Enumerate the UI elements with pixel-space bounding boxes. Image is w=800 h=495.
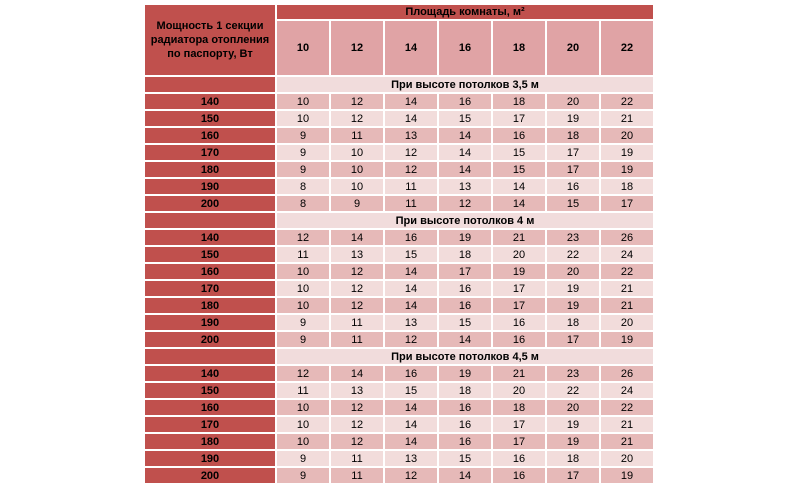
section-title: При высоте потолков 3,5 м <box>277 77 653 92</box>
sections-count-cell: 16 <box>385 366 437 381</box>
sections-count-cell: 18 <box>547 451 599 466</box>
sections-count-cell: 15 <box>439 111 491 126</box>
sections-count-cell: 14 <box>385 298 437 313</box>
sections-count-cell: 16 <box>439 434 491 449</box>
power-column-header <box>145 5 275 75</box>
sections-count-cell: 12 <box>385 162 437 177</box>
sections-count-cell: 14 <box>385 111 437 126</box>
sections-count-cell: 14 <box>385 400 437 415</box>
sections-count-cell: 12 <box>331 417 383 432</box>
sections-count-cell: 11 <box>277 383 329 398</box>
sections-count-cell: 19 <box>547 281 599 296</box>
sections-count-cell: 17 <box>493 298 545 313</box>
sections-count-cell: 10 <box>331 145 383 160</box>
sections-count-cell: 16 <box>493 128 545 143</box>
sections-count-cell: 10 <box>277 264 329 279</box>
sections-count-cell: 12 <box>439 196 491 211</box>
sections-count-cell: 17 <box>547 162 599 177</box>
sections-count-cell: 24 <box>601 383 653 398</box>
sections-count-cell: 9 <box>277 128 329 143</box>
sections-count-cell: 19 <box>547 434 599 449</box>
power-cell: 180 <box>145 162 275 177</box>
sections-count-cell: 22 <box>601 94 653 109</box>
table-row <box>145 366 653 381</box>
section-title: При высоте потолков 4 м <box>277 213 653 228</box>
sections-count-cell: 9 <box>277 468 329 483</box>
sections-count-cell: 17 <box>547 332 599 347</box>
sections-count-cell: 21 <box>493 366 545 381</box>
table-row <box>145 128 653 143</box>
sections-count-cell: 18 <box>601 179 653 194</box>
table-row <box>145 264 653 279</box>
sections-count-cell: 14 <box>385 281 437 296</box>
sections-count-cell: 13 <box>385 128 437 143</box>
sections-count-cell: 16 <box>493 332 545 347</box>
table-row <box>145 332 653 347</box>
sections-count-cell: 22 <box>547 247 599 262</box>
power-cell: 160 <box>145 128 275 143</box>
sections-count-cell: 12 <box>331 281 383 296</box>
sections-count-cell: 17 <box>439 264 491 279</box>
table-row <box>145 247 653 262</box>
section-header-spacer <box>145 213 275 228</box>
sections-count-cell: 16 <box>439 94 491 109</box>
sections-count-cell: 15 <box>385 247 437 262</box>
table-row <box>145 230 653 245</box>
sections-count-cell: 11 <box>331 332 383 347</box>
sections-count-cell: 9 <box>331 196 383 211</box>
radiator-sections-table <box>143 3 655 485</box>
sections-count-cell: 10 <box>277 400 329 415</box>
sections-count-cell: 9 <box>277 145 329 160</box>
sections-count-cell: 9 <box>277 315 329 330</box>
sections-count-cell: 21 <box>601 111 653 126</box>
sections-count-cell: 15 <box>547 196 599 211</box>
sections-count-cell: 19 <box>439 366 491 381</box>
area-col-22: 22 <box>601 21 653 75</box>
sections-count-cell: 15 <box>439 451 491 466</box>
sections-count-cell: 19 <box>601 162 653 177</box>
sections-count-cell: 11 <box>331 128 383 143</box>
section-header-row <box>145 213 653 228</box>
sections-count-cell: 14 <box>439 332 491 347</box>
sections-count-cell: 13 <box>385 315 437 330</box>
sections-count-cell: 26 <box>601 366 653 381</box>
table-row <box>145 400 653 415</box>
sections-count-cell: 23 <box>547 366 599 381</box>
table-row <box>145 179 653 194</box>
sections-count-cell: 12 <box>331 400 383 415</box>
sections-count-cell: 12 <box>331 94 383 109</box>
sections-count-cell: 21 <box>601 417 653 432</box>
sections-count-cell: 14 <box>493 196 545 211</box>
sections-count-cell: 20 <box>547 264 599 279</box>
table-row <box>145 417 653 432</box>
power-cell: 190 <box>145 315 275 330</box>
power-cell: 170 <box>145 145 275 160</box>
radiator-sections-table-wrapper <box>143 3 655 485</box>
sections-count-cell: 14 <box>439 145 491 160</box>
power-cell: 170 <box>145 417 275 432</box>
sections-count-cell: 23 <box>547 230 599 245</box>
sections-count-cell: 19 <box>547 298 599 313</box>
table-row <box>145 281 653 296</box>
sections-count-cell: 10 <box>277 298 329 313</box>
sections-count-cell: 20 <box>547 400 599 415</box>
table-row <box>145 196 653 211</box>
sections-count-cell: 19 <box>601 145 653 160</box>
sections-count-cell: 12 <box>385 332 437 347</box>
sections-count-cell: 16 <box>439 417 491 432</box>
sections-count-cell: 22 <box>601 264 653 279</box>
power-cell: 200 <box>145 468 275 483</box>
sections-count-cell: 20 <box>601 315 653 330</box>
power-cell: 150 <box>145 247 275 262</box>
sections-count-cell: 18 <box>493 94 545 109</box>
sections-count-cell: 17 <box>493 281 545 296</box>
power-header-line-2: радиатора отопления <box>150 34 270 46</box>
sections-count-cell: 16 <box>547 179 599 194</box>
power-cell: 140 <box>145 366 275 381</box>
power-cell: 150 <box>145 111 275 126</box>
sections-count-cell: 11 <box>331 315 383 330</box>
power-cell: 140 <box>145 230 275 245</box>
sections-count-cell: 20 <box>601 128 653 143</box>
sections-count-cell: 17 <box>493 434 545 449</box>
sections-count-cell: 20 <box>493 247 545 262</box>
section-header-spacer <box>145 349 275 364</box>
sections-count-cell: 14 <box>385 434 437 449</box>
sections-count-cell: 12 <box>277 366 329 381</box>
power-cell: 180 <box>145 434 275 449</box>
sections-count-cell: 12 <box>331 298 383 313</box>
sections-count-cell: 10 <box>277 94 329 109</box>
sections-count-cell: 22 <box>547 383 599 398</box>
sections-count-cell: 14 <box>385 264 437 279</box>
sections-count-cell: 17 <box>547 468 599 483</box>
sections-count-cell: 21 <box>601 434 653 449</box>
sections-count-cell: 16 <box>439 298 491 313</box>
sections-count-cell: 10 <box>277 281 329 296</box>
table-row <box>145 315 653 330</box>
sections-count-cell: 20 <box>601 451 653 466</box>
sections-count-cell: 14 <box>331 230 383 245</box>
power-cell: 180 <box>145 298 275 313</box>
sections-count-cell: 9 <box>277 451 329 466</box>
table-row <box>145 94 653 109</box>
table-row <box>145 111 653 126</box>
sections-count-cell: 26 <box>601 230 653 245</box>
sections-count-cell: 19 <box>601 332 653 347</box>
sections-count-cell: 11 <box>331 468 383 483</box>
area-col-12: 12 <box>331 21 383 75</box>
section-title: При высоте потолков 4,5 м <box>277 349 653 364</box>
sections-count-cell: 17 <box>547 145 599 160</box>
sections-count-cell: 18 <box>439 383 491 398</box>
sections-count-cell: 16 <box>439 281 491 296</box>
power-cell: 140 <box>145 94 275 109</box>
power-cell: 150 <box>145 383 275 398</box>
sections-count-cell: 8 <box>277 196 329 211</box>
area-col-16: 16 <box>439 21 491 75</box>
sections-count-cell: 19 <box>601 468 653 483</box>
sections-count-cell: 9 <box>277 332 329 347</box>
power-cell: 190 <box>145 179 275 194</box>
sections-count-cell: 17 <box>493 111 545 126</box>
sections-count-cell: 10 <box>331 162 383 177</box>
sections-count-cell: 14 <box>493 179 545 194</box>
power-cell: 160 <box>145 264 275 279</box>
sections-count-cell: 12 <box>331 111 383 126</box>
sections-count-cell: 13 <box>331 383 383 398</box>
section-header-row <box>145 349 653 364</box>
sections-count-cell: 16 <box>493 315 545 330</box>
sections-count-cell: 14 <box>439 468 491 483</box>
sections-count-cell: 11 <box>277 247 329 262</box>
table-row <box>145 451 653 466</box>
sections-count-cell: 21 <box>601 298 653 313</box>
table-row <box>145 434 653 449</box>
table-row <box>145 383 653 398</box>
sections-count-cell: 18 <box>547 315 599 330</box>
table-row <box>145 162 653 177</box>
sections-count-cell: 18 <box>439 247 491 262</box>
sections-count-cell: 12 <box>331 264 383 279</box>
power-cell: 200 <box>145 196 275 211</box>
sections-count-cell: 22 <box>601 400 653 415</box>
power-header-line-3: по паспорту, Вт <box>167 48 253 60</box>
sections-count-cell: 15 <box>439 315 491 330</box>
sections-count-cell: 13 <box>331 247 383 262</box>
area-col-18: 18 <box>493 21 545 75</box>
area-col-10: 10 <box>277 21 329 75</box>
sections-count-cell: 10 <box>331 179 383 194</box>
sections-count-cell: 9 <box>277 162 329 177</box>
power-cell: 170 <box>145 281 275 296</box>
sections-count-cell: 16 <box>493 451 545 466</box>
section-header-spacer <box>145 77 275 92</box>
sections-count-cell: 11 <box>385 196 437 211</box>
sections-count-cell: 18 <box>493 400 545 415</box>
sections-count-cell: 20 <box>493 383 545 398</box>
sections-count-cell: 13 <box>439 179 491 194</box>
sections-count-cell: 8 <box>277 179 329 194</box>
area-col-14: 14 <box>385 21 437 75</box>
sections-count-cell: 21 <box>601 281 653 296</box>
sections-count-cell: 12 <box>385 468 437 483</box>
power-header-line-1: Мощность 1 секции <box>156 20 264 32</box>
power-cell: 200 <box>145 332 275 347</box>
sections-count-cell: 15 <box>493 145 545 160</box>
sections-count-cell: 19 <box>493 264 545 279</box>
sections-count-cell: 24 <box>601 247 653 262</box>
sections-count-cell: 14 <box>385 417 437 432</box>
sections-count-cell: 19 <box>547 417 599 432</box>
sections-count-cell: 12 <box>385 145 437 160</box>
sections-count-cell: 12 <box>277 230 329 245</box>
sections-count-cell: 11 <box>385 179 437 194</box>
area-header: Площадь комнаты, м² <box>277 5 653 19</box>
table-row <box>145 145 653 160</box>
table-row <box>145 468 653 483</box>
sections-count-cell: 21 <box>493 230 545 245</box>
sections-count-cell: 19 <box>547 111 599 126</box>
sections-count-cell: 14 <box>385 94 437 109</box>
sections-count-cell: 15 <box>493 162 545 177</box>
sections-count-cell: 19 <box>439 230 491 245</box>
sections-count-cell: 20 <box>547 94 599 109</box>
sections-count-cell: 13 <box>385 451 437 466</box>
sections-count-cell: 11 <box>331 451 383 466</box>
sections-count-cell: 10 <box>277 417 329 432</box>
sections-count-cell: 10 <box>277 434 329 449</box>
sections-count-cell: 15 <box>385 383 437 398</box>
table-row <box>145 298 653 313</box>
power-cell: 190 <box>145 451 275 466</box>
area-col-20: 20 <box>547 21 599 75</box>
sections-count-cell: 14 <box>439 128 491 143</box>
sections-count-cell: 14 <box>439 162 491 177</box>
section-header-row <box>145 77 653 92</box>
sections-count-cell: 10 <box>277 111 329 126</box>
sections-count-cell: 14 <box>331 366 383 381</box>
sections-count-cell: 16 <box>493 468 545 483</box>
sections-count-cell: 16 <box>385 230 437 245</box>
sections-count-cell: 17 <box>601 196 653 211</box>
sections-count-cell: 16 <box>439 400 491 415</box>
power-cell: 160 <box>145 400 275 415</box>
sections-count-cell: 18 <box>547 128 599 143</box>
sections-count-cell: 12 <box>331 434 383 449</box>
header-row-title <box>145 5 653 19</box>
sections-count-cell: 17 <box>493 417 545 432</box>
